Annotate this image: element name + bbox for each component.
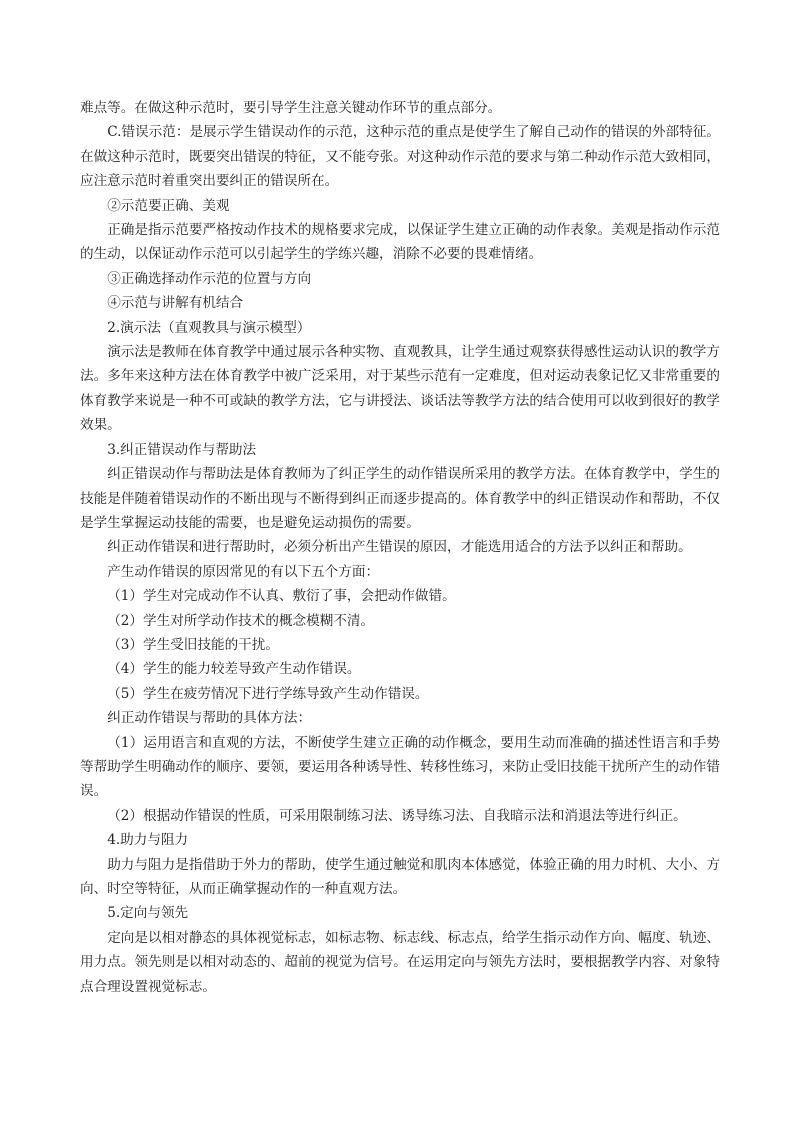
paragraph-1: 难点等。在做这种示范时，要引导学生注意关键动作环节的重点部分。 [80,100,502,116]
paragraph-orientation-lead: 定向是以相对静态的具体视觉标志，如标志物、标志线、标志点，给学生指示动作方向、幅度、轨迹、用力点。领先则是以相对动态的、超前的视觉为信号。在运用定向与领先方法时，要根据教学内容、对象特点合理设置视觉标志。 [80,929,720,995]
heading-demo-explain: ④示范与讲解有机结合 [107,295,244,312]
paragraph-assist-resist: 助力与阻力是指借助于外力的帮助，使学生通过触觉和肌肉本体感觉，体验正确的用力时机、大小、方向、时空等特征，从而正确掌握动作的一种直观方法。 [80,856,720,897]
paragraph-correction-help: 纠正错误动作与帮助法是体育教师为了纠正学生的动作错误所采用的教学方法。在体育教学中，学生的技能是伴随着错误动作的不断出现与不断得到纠正而逐步提高的。体育教学中的纠正错误动作和帮助，不仅是学生掌握运动技能的需要，也是避免运动损伤的需要。 [80,466,720,531]
heading-demo-correct: ②示范要正确、美观 [107,197,230,214]
list-item-cause-4: （4）学生的能力较差导致产生动作错误。 [107,661,361,678]
paragraph-methods-intro: 纠正动作错误与帮助的具体方法： [107,710,312,727]
heading-assist-resist: 4.助力与阻力 [107,832,189,849]
heading-orientation-lead: 5.定向与领先 [107,905,189,922]
paragraph-analyze-causes: 纠正动作错误和进行帮助时，必须分析出产生错误的原因，才能选用适合的方法予以纠正和帮助。 [107,539,692,556]
list-item-cause-3: （3）学生受旧技能的干扰。 [107,636,279,653]
list-item-cause-2: （2）学生对所学动作技术的概念模糊不清。 [107,612,375,629]
heading-correction-help: 3.纠正错误动作与帮助法 [107,441,257,458]
heading-demonstration-method: 2.演示法（直观教具与演示模型） [107,319,311,336]
paragraph-error-demo: C.错误示范：是展示学生错误动作的示范，这种示范的重点是使学生了解自己动作的错误的外部特征。在做这种示范时，既要突出错误的特征，又不能夸张。对这种动作示范的要求与第二种动作示范大致相同，应注意示范时着重突出要纠正的错误所在。 [80,124,720,190]
paragraph-demonstration-method: 演示法是教师在体育教学中通过展示各种实物、直观教具，让学生通过观察获得感性运动认识的教学方法。多年来这种方法在体育教学中被广泛采用，对于某些示范有一定难度，但对运动表象记忆又非常重要的体育教学来说是一种不可或缺的教学方法，它与讲授法、谈话法等教学方法的结合使用可以收到很好的教学效果。 [80,344,720,434]
list-item-cause-1: （1）学生对完成动作不认真、敷衍了事，会把动作做错。 [107,588,456,605]
paragraph-causes-intro: 产生动作错误的原因常见的有以下五个方面： [107,563,380,580]
paragraph-correct-beautiful: 正确是指示范要严格按动作技术的规格要求完成，以保证学生建立正确的动作表象。美观是指动作示范的生动，以保证动作示范可以引起学生的学练兴趣，消除不必要的畏难情绪。 [80,222,720,263]
document-page [80,96,720,999]
heading-position-direction: ③正确选择动作示范的位置与方向 [107,270,312,287]
list-item-cause-5: （5）学生在疲劳情况下进行学练导致产生动作错误。 [107,685,429,702]
list-item-method-2: （2）根据动作错误的性质，可采用限制练习法、诱导练习法、自我暗示法和消退法等进行纠正。 [107,807,687,824]
list-item-method-1: （1）运用语言和直观的方法，不断使学生建立正确的动作概念，要用生动而准确的描述性语言和手势等帮助学生明确动作的顺序、要领，要运用各种诱导性、转移性练习，来防止受旧技能干扰所产生的动作错误。 [80,734,720,800]
